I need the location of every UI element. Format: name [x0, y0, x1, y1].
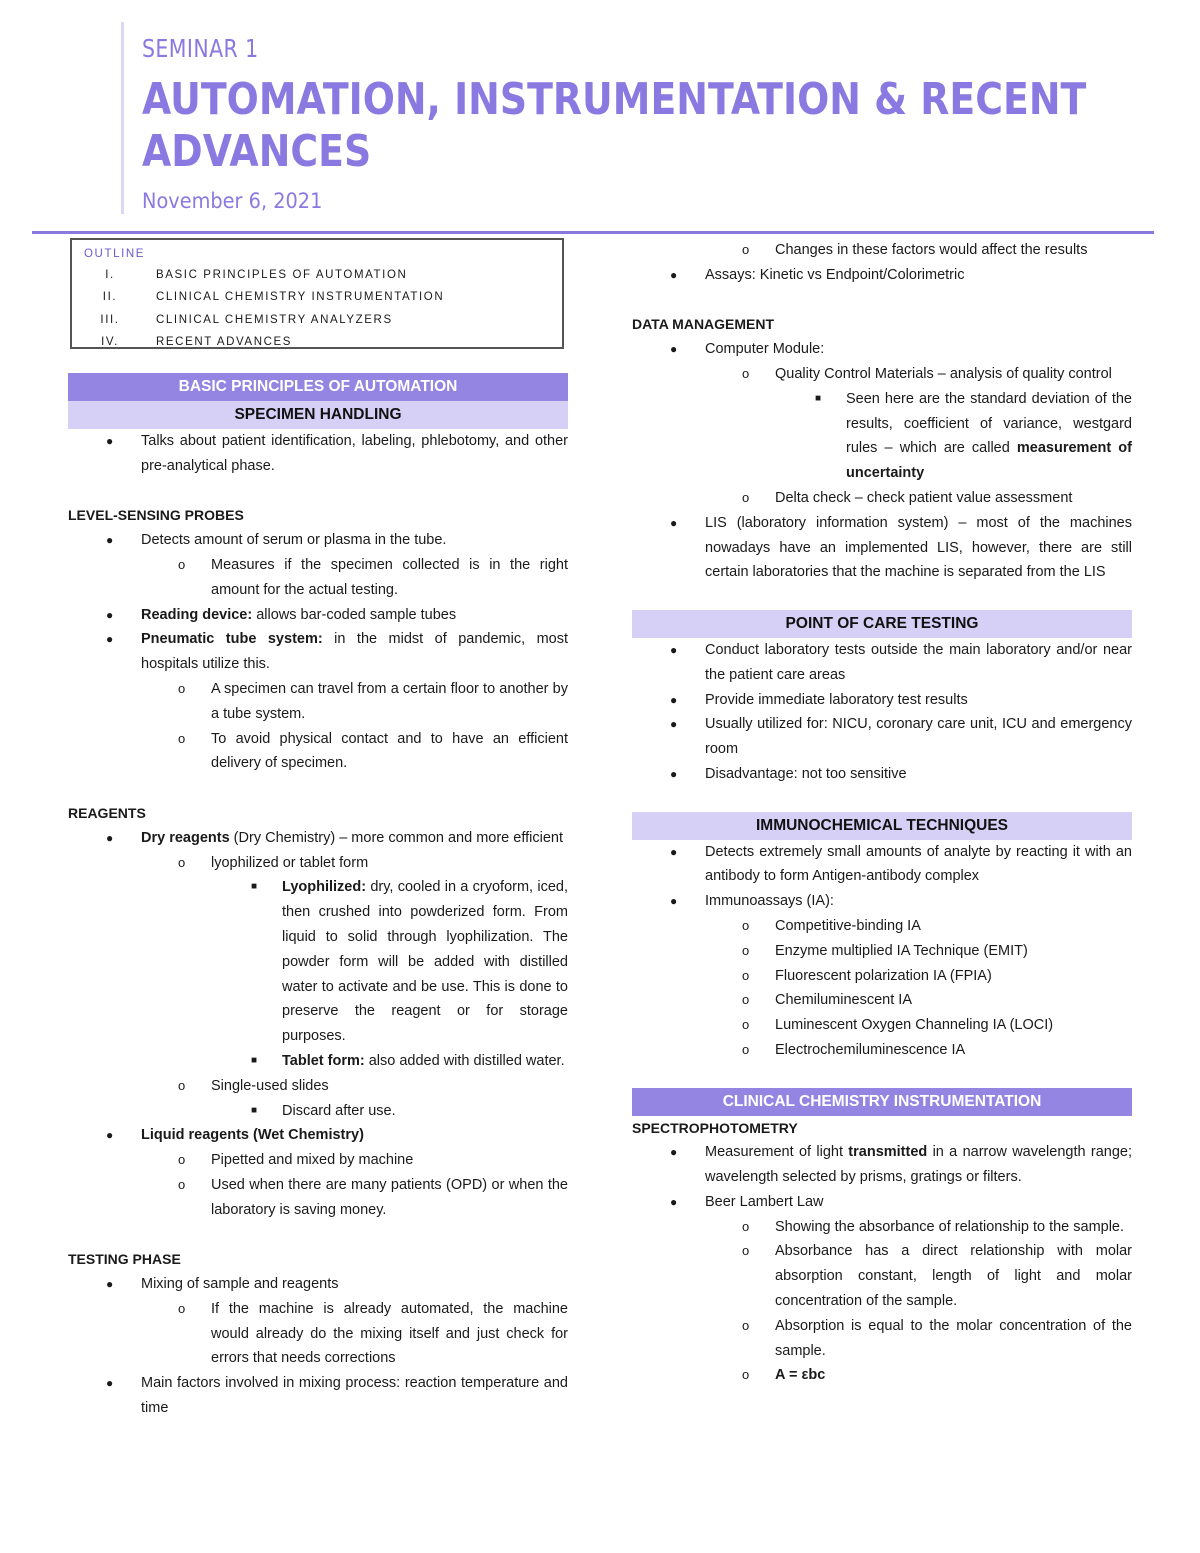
list-item: o Pipetted and mixed by machine [68, 1148, 568, 1173]
outline-item[interactable]: III. CLINICAL CHEMISTRY ANALYZERS [100, 313, 393, 326]
outline-item[interactable]: IV. RECENT ADVANCES [101, 335, 293, 348]
list-item: ● Immunoassays (IA): [632, 889, 1132, 914]
list-item: o A specimen can travel from a certain floor to another by a tube system. [68, 677, 568, 727]
list-item: ● Reading device: allows bar-coded sample tubes [68, 603, 568, 628]
list-item: o Luminescent Oxygen Channeling IA (LOCI) [632, 1013, 1132, 1038]
list-item: ● Assays: Kinetic vs Endpoint/Colorimetric [632, 263, 1132, 288]
list-item: o Electrochemiluminescence IA [632, 1038, 1132, 1063]
section-band-point-of-care: POINT OF CARE TESTING [632, 610, 1132, 638]
list-item: ● Dry reagents (Dry Chemistry) – more common and more efficient [68, 826, 568, 851]
list-item: ● Main factors involved in mixing process: reaction temperature and time [68, 1371, 568, 1421]
section-band-basic-principles: BASIC PRINCIPLES OF AUTOMATION [68, 373, 568, 401]
square-bullet-icon: ■ [251, 1104, 258, 1116]
list-item: o A = εbc [632, 1363, 1132, 1388]
circle-bullet-icon: o [742, 942, 750, 958]
header-accent-bar [121, 22, 124, 214]
list-item: ● Talks about patient identification, labeling, phlebotomy, and other pre-analytical phase. [68, 429, 568, 479]
list-item: ● Detects extremely small amounts of analyte by reacting it with an antibody to form Antigen-antibody complex [632, 840, 1132, 890]
list-item: o Absorption is equal to the molar concentration of the sample. [632, 1314, 1132, 1364]
list-item: ● Computer Module: [632, 337, 1132, 362]
list-item: o Chemiluminescent IA [632, 988, 1132, 1013]
list-item: o Showing the absorbance of relationship to the sample. [632, 1215, 1132, 1240]
heading-reagents: REAGENTS [68, 804, 146, 821]
outline-box [70, 238, 564, 349]
list-item: ● Detects amount of serum or plasma in the tube. [68, 528, 568, 553]
bullet-icon: ● [670, 267, 678, 282]
square-bullet-icon: ■ [815, 392, 822, 404]
circle-bullet-icon: o [742, 489, 750, 505]
circle-bullet-icon: o [178, 730, 186, 746]
bullet-icon: ● [670, 844, 678, 859]
bullet-icon: ● [670, 1145, 678, 1160]
list-item: ■ Seen here are the standard deviation of the results, coefficient of variance, westgard rules – which are called measurement of uncertainty [632, 387, 1132, 486]
bullet-icon: ● [670, 894, 678, 909]
circle-bullet-icon: o [742, 1017, 750, 1033]
bullet-icon: ● [670, 1194, 678, 1209]
list-item: o Delta check – check patient value assessment [632, 486, 1132, 511]
list-item: ● Usually utilized for: NICU, coronary care unit, ICU and emergency room [632, 712, 1132, 762]
circle-bullet-icon: o [178, 680, 186, 696]
circle-bullet-icon: o [178, 1077, 186, 1093]
bullet-icon: ● [106, 1128, 114, 1143]
heading-level-sensing: LEVEL-SENSING PROBES [68, 507, 244, 524]
list-item: ● Disadvantage: not too sensitive [632, 762, 1132, 787]
bullet-icon: ● [670, 717, 678, 732]
heading-spectrophotometry: SPECTROPHOTOMETRY [632, 1119, 798, 1136]
circle-bullet-icon: o [742, 967, 750, 983]
circle-bullet-icon: o [742, 992, 750, 1008]
bullet-icon: ● [106, 434, 114, 448]
list-item: ● Measurement of light transmitted in a narrow wavelength range; wavelength selected by prisms, gratings or filters. [632, 1140, 1132, 1190]
bullet-icon: ● [670, 692, 678, 707]
bullet-icon: ● [106, 607, 114, 622]
circle-bullet-icon: o [742, 1041, 750, 1057]
circle-bullet-icon: o [742, 1367, 750, 1383]
heading-testing-phase: TESTING PHASE [68, 1251, 181, 1268]
list-item: o Absorbance has a direct relationship with molar absorption constant, length of light and molar concentration of the sample. [632, 1239, 1132, 1313]
outline-item[interactable]: II. CLINICAL CHEMISTRY INSTRUMENTATION [102, 291, 445, 304]
list-item: o To avoid physical contact and to have an efficient delivery of specimen. [68, 727, 568, 777]
circle-bullet-icon: o [742, 365, 750, 381]
bullet-icon: ● [670, 342, 678, 357]
bullet-icon: ● [106, 1376, 114, 1391]
list-item: ● Beer Lambert Law [632, 1190, 1132, 1215]
list-item: o Enzyme multiplied IA Technique (EMIT) [632, 939, 1132, 964]
circle-bullet-icon: o [742, 917, 750, 933]
page-title: AUTOMATION, INSTRUMENTATION & RECENT ADVANCES [142, 74, 1087, 177]
bullet-icon: ● [670, 515, 678, 530]
list-item: ● Conduct laboratory tests outside the main laboratory and/or near the patient care areas [632, 638, 1132, 688]
list-item: o Quality Control Materials – analysis of quality control [632, 362, 1132, 387]
bullet-icon: ● [106, 1277, 114, 1292]
left-column [68, 238, 568, 1421]
circle-bullet-icon: o [178, 854, 186, 870]
seminar-label: SEMINAR 1 [142, 34, 259, 63]
list-item: o Fluorescent polarization IA (FPIA) [632, 964, 1132, 989]
outline-item[interactable]: I. BASIC PRINCIPLES OF AUTOMATION [105, 269, 408, 281]
square-bullet-icon: ■ [251, 881, 258, 893]
circle-bullet-icon: o [178, 1300, 186, 1316]
right-column [632, 238, 1132, 1388]
subsection-band-specimen-handling: SPECIMEN HANDLING [68, 401, 568, 429]
list-item: o Changes in these factors would affect the results [632, 238, 1132, 263]
section-band-clinical-chem-instrumentation: CLINICAL CHEMISTRY INSTRUMENTATION [632, 1088, 1132, 1116]
circle-bullet-icon: o [742, 1243, 750, 1259]
circle-bullet-icon: o [178, 556, 186, 572]
list-item: ■ Tablet form: also added with distilled water. [68, 1049, 568, 1074]
list-item: ● Pneumatic tube system: in the midst of pandemic, most hospitals utilize this. [68, 627, 568, 677]
list-item: ■ Lyophilized: dry, cooled in a cryoform, iced, then crushed into powderized form. From liquid to solid through lyophilization. The powder form will be added with distilled water to activate and be use. This is done to preserve the reagent or for storage purposes. [68, 875, 568, 1049]
list-item: o Competitive-binding IA [632, 914, 1132, 939]
list-item: ● Liquid reagents (Wet Chemistry) [68, 1123, 568, 1148]
outline-title: OUTLINE [84, 248, 146, 260]
header-divider [32, 231, 1154, 234]
list-item: o Single-used slides [68, 1074, 568, 1099]
bullet-icon: ● [106, 830, 114, 845]
list-item: ● LIS (laboratory information system) – most of the machines nowadays have an implemented LIS, however, there are still certain laboratories that the machine is separated from the LIS [632, 511, 1132, 585]
circle-bullet-icon: o [742, 1317, 750, 1333]
bullet-icon: ● [670, 642, 678, 657]
circle-bullet-icon: o [742, 242, 750, 257]
circle-bullet-icon: o [178, 1152, 186, 1168]
list-item: o Measures if the specimen collected is in the right amount for the actual testing. [68, 553, 568, 603]
bullet-icon: ● [670, 766, 678, 781]
bullet-icon: ● [106, 533, 114, 548]
list-item: ● Mixing of sample and reagents [68, 1272, 568, 1297]
square-bullet-icon: ■ [251, 1054, 258, 1066]
list-item: ● Provide immediate laboratory test results [632, 688, 1132, 713]
circle-bullet-icon: o [742, 1218, 750, 1234]
circle-bullet-icon: o [178, 1176, 186, 1192]
page-date: November 6, 2021 [142, 189, 323, 213]
list-item: o Used when there are many patients (OPD) or when the laboratory is saving money. [68, 1173, 568, 1223]
section-band-immunochemical: IMMUNOCHEMICAL TECHNIQUES [632, 812, 1132, 840]
heading-data-management: DATA MANAGEMENT [632, 316, 775, 333]
list-item: o lyophilized or tablet form [68, 851, 568, 876]
list-item: o If the machine is already automated, the machine would already do the mixing itself and just check for errors that needs corrections [68, 1297, 568, 1371]
list-item: ■ Discard after use. [68, 1099, 568, 1124]
bullet-icon: ● [106, 632, 114, 647]
